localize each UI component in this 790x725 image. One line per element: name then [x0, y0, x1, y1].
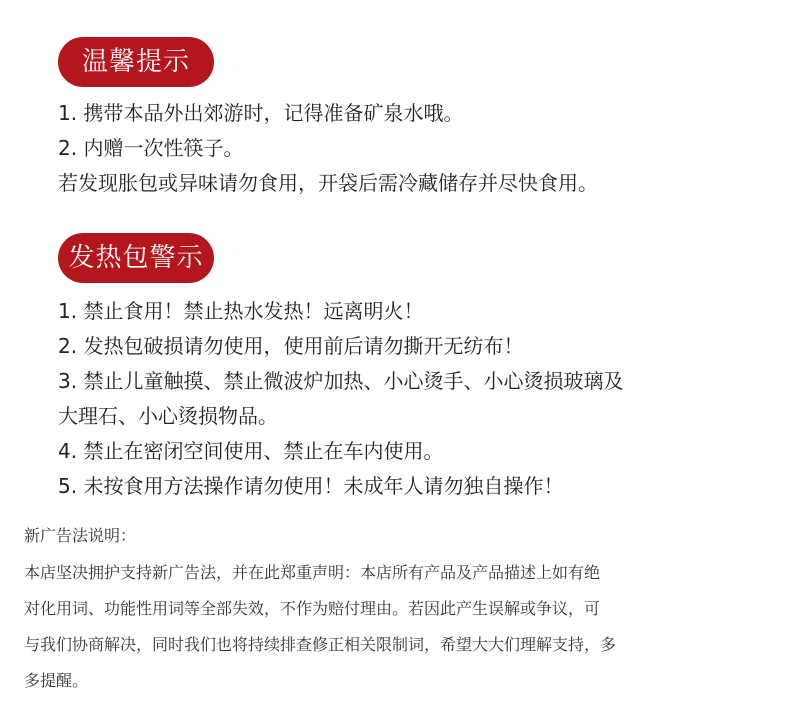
warning-line: 4. 禁止在密闭空间使用、禁止在车内使用。	[58, 439, 444, 463]
notice-line: 多提醒。	[24, 671, 89, 690]
tips-line: 若发现胀包或异味请勿食用，开袋后需冷藏储存并尽快食用。	[58, 171, 598, 195]
warning-line: 5. 未按食用方法操作请勿使用！未成年人请勿独自操作！	[58, 474, 564, 498]
warning-list	[58, 294, 770, 504]
warning-line: 2. 发热包破损请勿使用，使用前后请勿撕开无纺布！	[58, 334, 524, 358]
warning-line: 3. 禁止儿童触摸、禁止微波炉加热、小心烫手、小心烫损玻璃及	[58, 369, 624, 393]
notice-line: 本店坚决拥护支持新广告法，并在此郑重声明：本店所有产品及产品描述上如有绝	[24, 563, 601, 582]
tips-line: 2. 内赠一次性筷子。	[58, 136, 244, 160]
warning-badge: 发热包警示	[58, 233, 214, 283]
warning-line: 1. 禁止食用！禁止热水发热！远离明火！	[58, 299, 424, 323]
notice-line: 与我们协商解决，同时我们也将持续排查修正相关限制词，希望大大们理解支持，多	[24, 635, 617, 654]
tips-line: 1. 携带本品外出郊游时，记得准备矿泉水哦。	[58, 101, 464, 125]
ad-law-notice	[24, 521, 766, 699]
tips-badge: 温馨提示	[58, 37, 214, 87]
notice-title: 新广告法说明：	[24, 526, 137, 545]
tips-list	[58, 96, 770, 201]
warning-line: 大理石、小心烫损物品。	[58, 404, 278, 428]
notice-line: 对化用词、功能性用词等全部失效，不作为赔付理由。若因此产生误解或争议，可	[24, 599, 601, 618]
